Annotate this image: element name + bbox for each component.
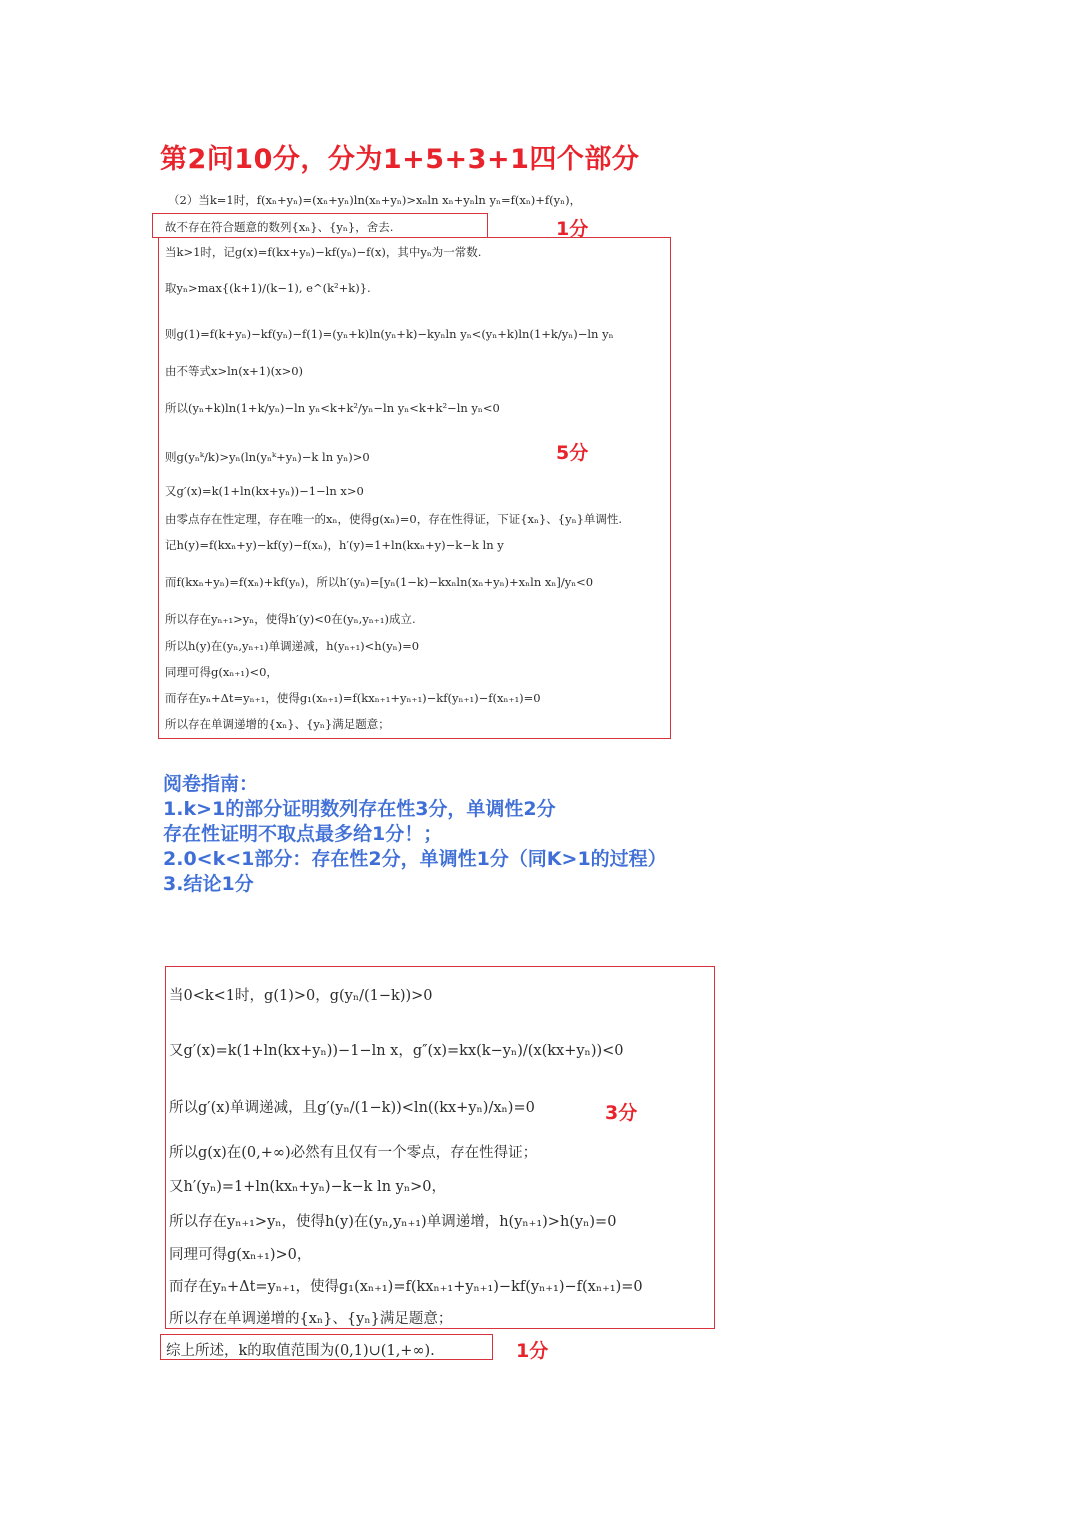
part2-line: 当k>1时，记g(x)=f(kx+yₙ)−kf(yₙ)−f(x)，其中yₙ为一常数. xyxy=(165,245,482,259)
guide-line: 2.0<k<1部分：存在性2分，单调性1分（同K>1的过程） xyxy=(163,848,667,870)
part3-line: 所以存在yₙ₊₁>yₙ，使得h(y)在(yₙ,yₙ₊₁)单调递增，h(yₙ₊₁)>h(yₙ)=0 xyxy=(169,1214,617,1230)
guide-line: 存在性证明不取点最多给1分！； xyxy=(163,823,443,845)
part3-line: 所以g(x)在(0,+∞)必然有且仅有一个零点，存在性得证； xyxy=(169,1145,538,1161)
grading-guide xyxy=(163,772,667,897)
part2-line: 取yₙ>max{(k+1)/(k−1), e^(k²+k)}. xyxy=(165,281,371,295)
part3-line: 而存在yₙ+Δt=yₙ₊₁，使得g₁(xₙ₊₁)=f(kxₙ₊₁+yₙ₊₁)−kf(yₙ₊₁)−f(xₙ₊₁)=0 xyxy=(169,1279,643,1295)
guide-line: 3.结论1分 xyxy=(163,873,254,895)
part2-line: 则g(1)=f(k+yₙ)−kf(yₙ)−f(1)=(yₙ+k)ln(yₙ+k)−kyₙln yₙ<(yₙ+k)ln(1+k/yₙ)−ln yₙ xyxy=(165,327,614,341)
part2-line: 所以(yₙ+k)ln(1+k/yₙ)−ln yₙ<k+k²/yₙ−ln yₙ<k+k²−ln yₙ<0 xyxy=(165,401,500,415)
part1-score: 1分 xyxy=(556,218,589,240)
part2-line: 由零点存在性定理，存在唯一的xₙ，使得g(xₙ)=0，存在性得证，下证{xₙ}、{yₙ}单调性. xyxy=(165,512,623,526)
guide-line: 阅卷指南： xyxy=(163,773,259,795)
guide-line: 1.k>1的部分证明数列存在性3分，单调性2分 xyxy=(163,798,556,820)
part2-line: 所以存在单调递增的{xₙ}、{yₙ}满足题意； xyxy=(165,717,390,731)
part3-line: 又h′(yₙ)=1+ln(kxₙ+yₙ)−k−k ln yₙ>0， xyxy=(169,1179,446,1195)
part2-line: 而存在yₙ+Δt=yₙ₊₁，使得g₁(xₙ₊₁)=f(kxₙ₊₁+yₙ₊₁)−kf(yₙ₊₁)−f(xₙ₊₁)=0 xyxy=(165,691,541,705)
part3-line: 同理可得g(xₙ₊₁)>0， xyxy=(169,1247,312,1263)
part3-line: 所以存在单调递增的{xₙ}、{yₙ}满足题意； xyxy=(169,1311,453,1327)
part1-line2: 故不存在符合题意的数列{xₙ}、{yₙ}，舍去. xyxy=(165,220,394,234)
part3-line: 所以g′(x)单调递减，且g′(yₙ/(1−k))<ln((kx+yₙ)/xₙ)=0 xyxy=(169,1100,535,1116)
part2-score: 5分 xyxy=(556,442,589,464)
part2-line: 所以h(y)在(yₙ,yₙ₊₁)单调递减，h(yₙ₊₁)<h(yₙ)=0 xyxy=(165,639,420,653)
part2-line: 同理可得g(xₙ₊₁)<0， xyxy=(165,665,278,679)
page-title: 第2问10分，分为1+5+3+1四个部分 xyxy=(160,144,640,175)
part2-line: 又g′(x)=k(1+ln(kx+yₙ))−1−ln x>0 xyxy=(165,484,364,498)
part2-line: 记h(y)=f(kxₙ+y)−kf(y)−f(xₙ)，h′(y)=1+ln(kxₙ+y)−k−k ln y xyxy=(165,538,504,552)
part2-line: 所以存在yₙ₊₁>yₙ，使得h′(y)<0在(yₙ,yₙ₊₁)成立. xyxy=(165,612,416,626)
part2-line: 而f(kxₙ+yₙ)=f(xₙ)+kf(yₙ)，所以h′(yₙ)=[yₙ(1−k)−kxₙln(xₙ+yₙ)+xₙln xₙ]/yₙ<0 xyxy=(165,575,594,589)
part2-line: 则g(yₙᵏ/k)>yₙ(ln(yₙᵏ+yₙ)−k ln yₙ)>0 xyxy=(165,450,370,464)
part1-line1: （2）当k=1时，f(xₙ+yₙ)=(xₙ+yₙ)ln(xₙ+yₙ)>xₙln xₙ+yₙln yₙ=f(xₙ)+f(yₙ)， xyxy=(168,193,582,207)
part4-score: 1分 xyxy=(516,1340,549,1362)
part2-line: 由不等式x>ln(x+1)(x>0) xyxy=(165,364,304,378)
part3-line: 当0<k<1时，g(1)>0，g(yₙ/(1−k))>0 xyxy=(169,988,433,1004)
part4-line: 综上所述，k的取值范围为(0,1)∪(1,+∞). xyxy=(166,1343,435,1359)
part3-line: 又g′(x)=k(1+ln(kx+yₙ))−1−ln x，g″(x)=kx(k−yₙ)/(x(kx+yₙ))<0 xyxy=(169,1043,624,1059)
part3-score: 3分 xyxy=(605,1102,638,1124)
